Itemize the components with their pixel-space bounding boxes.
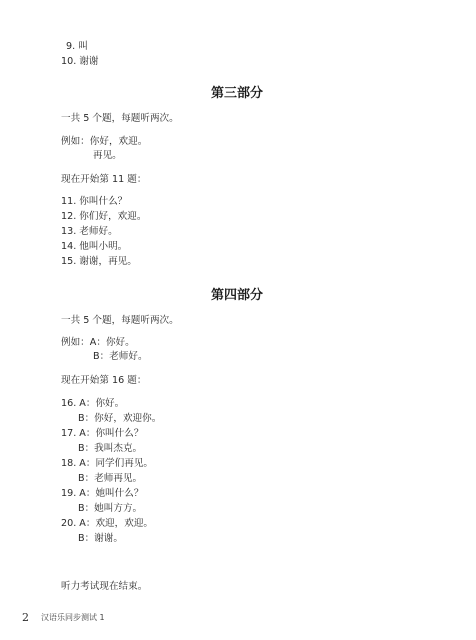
list-item: 9. 叫 — [66, 41, 88, 52]
section-heading-part3: 第三部分 — [211, 86, 264, 101]
list-item: 11. 你叫什么？ — [61, 196, 128, 207]
dialogue-line-a: 19. A：她叫什么？ — [61, 488, 144, 499]
ending-text: 听力考试现在结束。 — [61, 581, 148, 592]
section-heading-part4: 第四部分 — [211, 288, 264, 303]
footer-title: 汉语乐同步测试 1 — [41, 613, 105, 622]
dialogue-line-a: 18. A：同学们再见。 — [61, 458, 154, 469]
list-item: 10. 谢谢 — [61, 56, 99, 67]
dialogue-line-b: B：你好，欢迎你。 — [78, 413, 162, 424]
dialogue-line-a: 17. A：你叫什么？ — [61, 428, 144, 439]
example-text: B：老师好。 — [93, 351, 148, 362]
start-text: 现在开始第 16 题： — [61, 375, 147, 386]
example-text: 例如：A：你好。 — [61, 337, 135, 348]
example-text: 例如：你好，欢迎。 — [61, 136, 148, 147]
list-item: 13. 老师好。 — [61, 226, 118, 237]
dialogue-line-a: 20. A：欢迎，欢迎。 — [61, 518, 154, 529]
instruction-text: 一共 5 个题，每题听两次。 — [61, 315, 179, 326]
dialogue-line-b: B：她叫方方。 — [78, 503, 143, 514]
example-text: 再见。 — [93, 150, 122, 161]
list-item: 14. 他叫小明。 — [61, 241, 128, 252]
page-number: 2 — [22, 611, 29, 624]
list-item: 15. 谢谢，再见。 — [61, 256, 137, 267]
start-text: 现在开始第 11 题： — [61, 174, 147, 185]
dialogue-line-b: B：老师再见。 — [78, 473, 143, 484]
dialogue-line-b: B：谢谢。 — [78, 533, 123, 544]
dialogue-line-b: B：我叫杰克。 — [78, 443, 143, 454]
list-item: 12. 你们好，欢迎。 — [61, 211, 147, 222]
dialogue-line-a: 16. A：你好。 — [61, 398, 125, 409]
instruction-text: 一共 5 个题，每题听两次。 — [61, 113, 179, 124]
